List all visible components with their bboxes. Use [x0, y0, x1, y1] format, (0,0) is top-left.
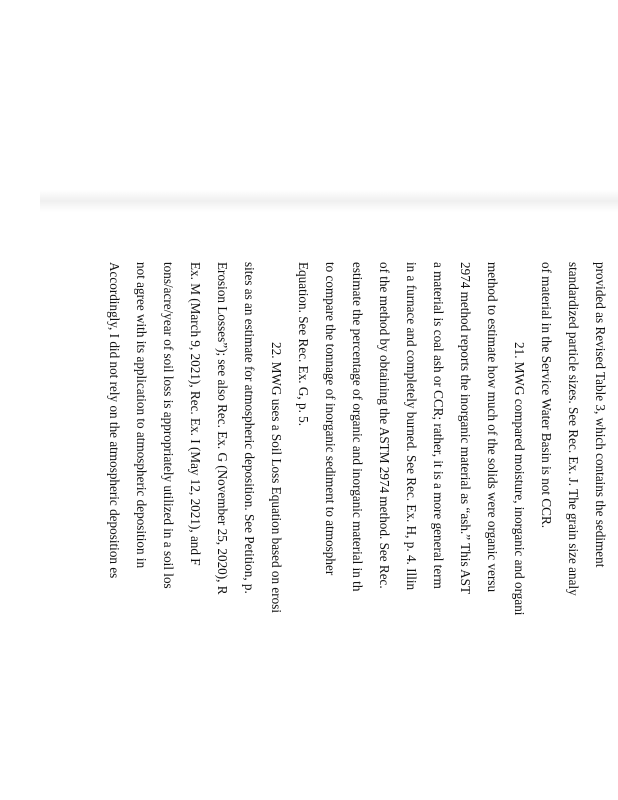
rotated-text-block: [89, 262, 609, 800]
text-line: sites as an estimate for atmospheric deposition. See Petition, p.: [242, 262, 257, 594]
text-line: not agree with its application to atmospheric deposition in: [134, 262, 149, 569]
text-line: of material in the Service Water Basin is not CCR.: [539, 262, 554, 529]
paragraph-22-start: 22. MWG uses a Soil Loss Equation based on erosi: [269, 342, 284, 614]
text-line: estimate the percentage of organic and inorganic material in th: [350, 262, 365, 592]
text-line: method to estimate how much of the solids were organic versu: [485, 262, 500, 593]
text-line: provided as Revised Table 3, which contains the sediment: [593, 262, 608, 568]
text-line: a material is coal ash or CCR; rather, it is a more general term: [431, 262, 446, 589]
text-line: Ex. M (March 9, 2021), Rec. Ex. I (May 12, 2021), and F: [188, 262, 203, 566]
scan-artifact: [40, 190, 618, 212]
text-line: in a furnace and completely burned. See Rec. Ex. H, p. 4. Illin: [404, 262, 419, 591]
text-line: standardized particle sizes. See Rec. Ex. J. The grain size analy: [566, 262, 581, 596]
text-line: to compare the tonnage of inorganic sediment to atmospher: [323, 262, 338, 576]
text-line: tons/acre/year of soil loss is appropriately utilized in a soil los: [161, 262, 176, 589]
text-line: Equation. See Rec. Ex. G, p. 5.: [296, 262, 311, 427]
text-line: of the method by obtaining the ASTM 2974 method. See Rec.: [377, 262, 392, 589]
text-line: Accordingly, I did not rely on the atmospheric deposition es: [107, 262, 122, 579]
paragraph-21-start: 21. MWG compared moisture, inorganic and organi: [512, 342, 527, 616]
text-line: 2974 method reports the inorganic material as “ash.” This AST: [458, 262, 473, 595]
text-line: Erosion Losses”); see also Rec. Ex. G (November 25, 2020), R: [215, 262, 230, 595]
